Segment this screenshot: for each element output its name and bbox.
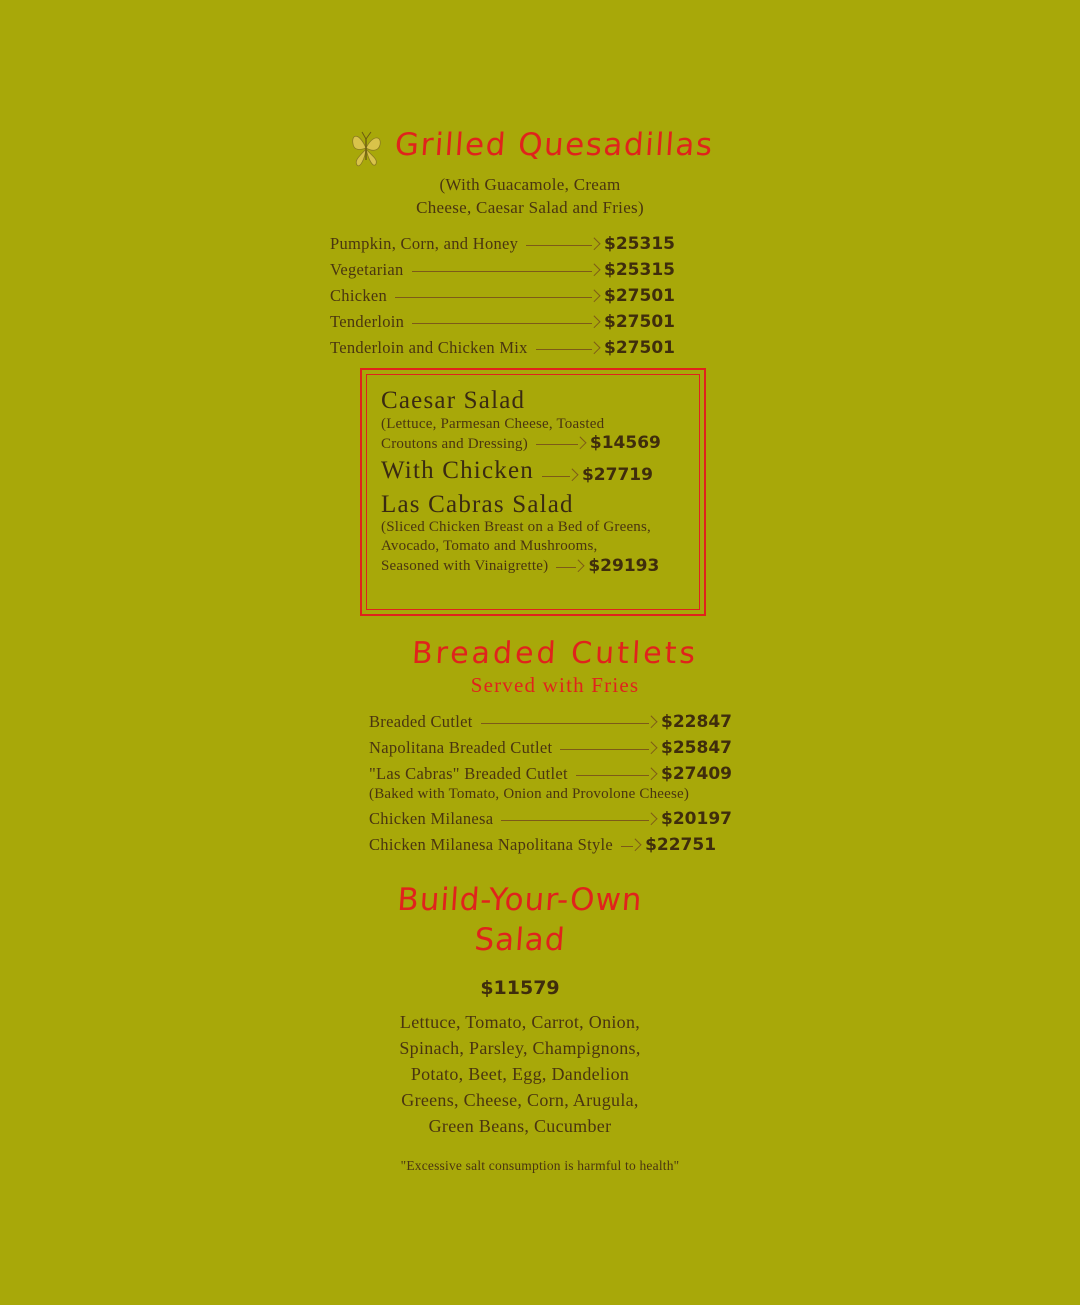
list-item bbox=[369, 764, 737, 784]
quesadillas-subtitle bbox=[330, 174, 730, 220]
item-name: Chicken bbox=[330, 285, 388, 305]
salads-box-inner bbox=[366, 374, 700, 610]
with-chicken-price: $27719 bbox=[581, 464, 653, 485]
item-price: $27409 bbox=[661, 764, 732, 784]
list-item bbox=[369, 835, 737, 855]
section-build-your-own-salad bbox=[340, 880, 700, 1139]
item-name: Tenderloin and Chicken Mix bbox=[330, 337, 528, 357]
leader-line bbox=[481, 714, 655, 728]
leader-line bbox=[395, 288, 598, 302]
item-price: $22751 bbox=[645, 835, 717, 855]
caesar-salad-price: $14569 bbox=[589, 433, 661, 454]
las-cabras-desc-line1: (Sliced Chicken Breast on a Bed of Greens, bbox=[381, 519, 651, 536]
list-item bbox=[369, 738, 737, 758]
with-chicken-row bbox=[381, 457, 685, 485]
byo-ingredients-line5: Green Beans, Cucumber bbox=[428, 1115, 612, 1136]
item-name: "Las Cabras" Breaded Cutlet bbox=[369, 764, 568, 783]
cutlets-subtitle: Served with Fries bbox=[470, 673, 640, 697]
caesar-salad-title: Caesar Salad bbox=[381, 387, 526, 414]
caesar-salad-desc-line2: Croutons and Dressing) bbox=[381, 435, 528, 452]
list-item bbox=[330, 338, 680, 358]
cutlets-item-list bbox=[369, 712, 737, 855]
byo-ingredients-line4: Greens, Cheese, Corn, Arugula, bbox=[401, 1089, 639, 1110]
section-grilled-quesadillas bbox=[330, 120, 730, 358]
leader-line bbox=[560, 740, 655, 754]
list-item bbox=[369, 712, 737, 732]
leader-line bbox=[536, 435, 584, 449]
quesadillas-header bbox=[330, 120, 730, 170]
leader-line bbox=[542, 467, 576, 481]
byo-ingredients-line2: Spinach, Parsley, Champignons, bbox=[399, 1037, 641, 1058]
quesadillas-subtitle-line1: (With Guacamole, Cream bbox=[439, 175, 621, 194]
item-price: $25847 bbox=[661, 738, 732, 758]
leader-line bbox=[526, 236, 598, 250]
byo-title-line2: Salad bbox=[473, 922, 567, 959]
item-name: Napolitana Breaded Cutlet bbox=[369, 738, 553, 757]
item-price: $27501 bbox=[604, 285, 675, 306]
butterfly-icon bbox=[347, 126, 387, 170]
item-name: Vegetarian bbox=[330, 259, 404, 279]
item-price: $22847 bbox=[661, 712, 732, 732]
leader-line bbox=[576, 766, 655, 780]
caesar-salad-price-row bbox=[381, 433, 685, 453]
leader-line bbox=[412, 314, 598, 328]
las-cabras-desc-line2: Avocado, Tomato and Mushrooms, bbox=[381, 538, 598, 554]
leader-line bbox=[501, 811, 655, 825]
footer-health-note: "Excessive salt consumption is harmful to health" bbox=[400, 1158, 680, 1173]
list-item bbox=[330, 286, 680, 306]
las-cabras-desc-line3: Seasoned with Vinaigrette) bbox=[381, 558, 549, 574]
caesar-salad-desc-line1: (Lettuce, Parmesan Cheese, Toasted bbox=[381, 415, 605, 432]
list-item bbox=[330, 260, 680, 280]
leader-line bbox=[621, 837, 639, 851]
quesadillas-item-list bbox=[330, 234, 680, 358]
byo-ingredients-line3: Potato, Beet, Egg, Dandelion bbox=[410, 1063, 630, 1084]
item-price: $27501 bbox=[604, 311, 675, 332]
list-item bbox=[369, 809, 737, 829]
leader-line bbox=[536, 340, 598, 354]
byo-ingredients bbox=[340, 1009, 700, 1139]
section-salads-box bbox=[360, 368, 706, 616]
item-price: $25315 bbox=[604, 233, 675, 254]
las-cabras-price: $29193 bbox=[588, 555, 660, 576]
cutlets-note: (Baked with Tomato, Onion and Provolone Cheese) bbox=[369, 786, 690, 802]
item-price: $27501 bbox=[604, 337, 675, 358]
section-breaded-cutlets bbox=[355, 636, 755, 855]
byo-price: $11579 bbox=[480, 976, 560, 999]
item-price: $25315 bbox=[604, 259, 675, 280]
quesadillas-subtitle-line2: Cheese, Caesar Salad and Fries) bbox=[416, 197, 644, 217]
with-chicken-title: With Chicken bbox=[381, 457, 534, 485]
byo-ingredients-line1: Lettuce, Tomato, Carrot, Onion, bbox=[399, 1011, 641, 1032]
item-name: Chicken Milanesa Napolitana Style bbox=[369, 835, 614, 854]
byo-title-line1: Build-Your-Own bbox=[396, 882, 644, 918]
list-item bbox=[330, 234, 680, 254]
leader-line bbox=[556, 558, 582, 572]
las-cabras-salad-title: Las Cabras Salad bbox=[381, 490, 574, 518]
list-item bbox=[330, 312, 680, 332]
item-name: Chicken Milanesa bbox=[369, 809, 494, 828]
quesadillas-title: Grilled Quesadillas bbox=[393, 127, 715, 163]
cutlets-title: Breaded Cutlets bbox=[411, 636, 699, 671]
item-name: Pumpkin, Corn, and Honey bbox=[330, 233, 519, 253]
leader-line bbox=[412, 262, 598, 276]
item-price: $20197 bbox=[661, 809, 732, 829]
item-name: Tenderloin bbox=[330, 311, 405, 331]
item-name: Breaded Cutlet bbox=[369, 712, 473, 731]
las-cabras-price-row bbox=[381, 556, 685, 576]
